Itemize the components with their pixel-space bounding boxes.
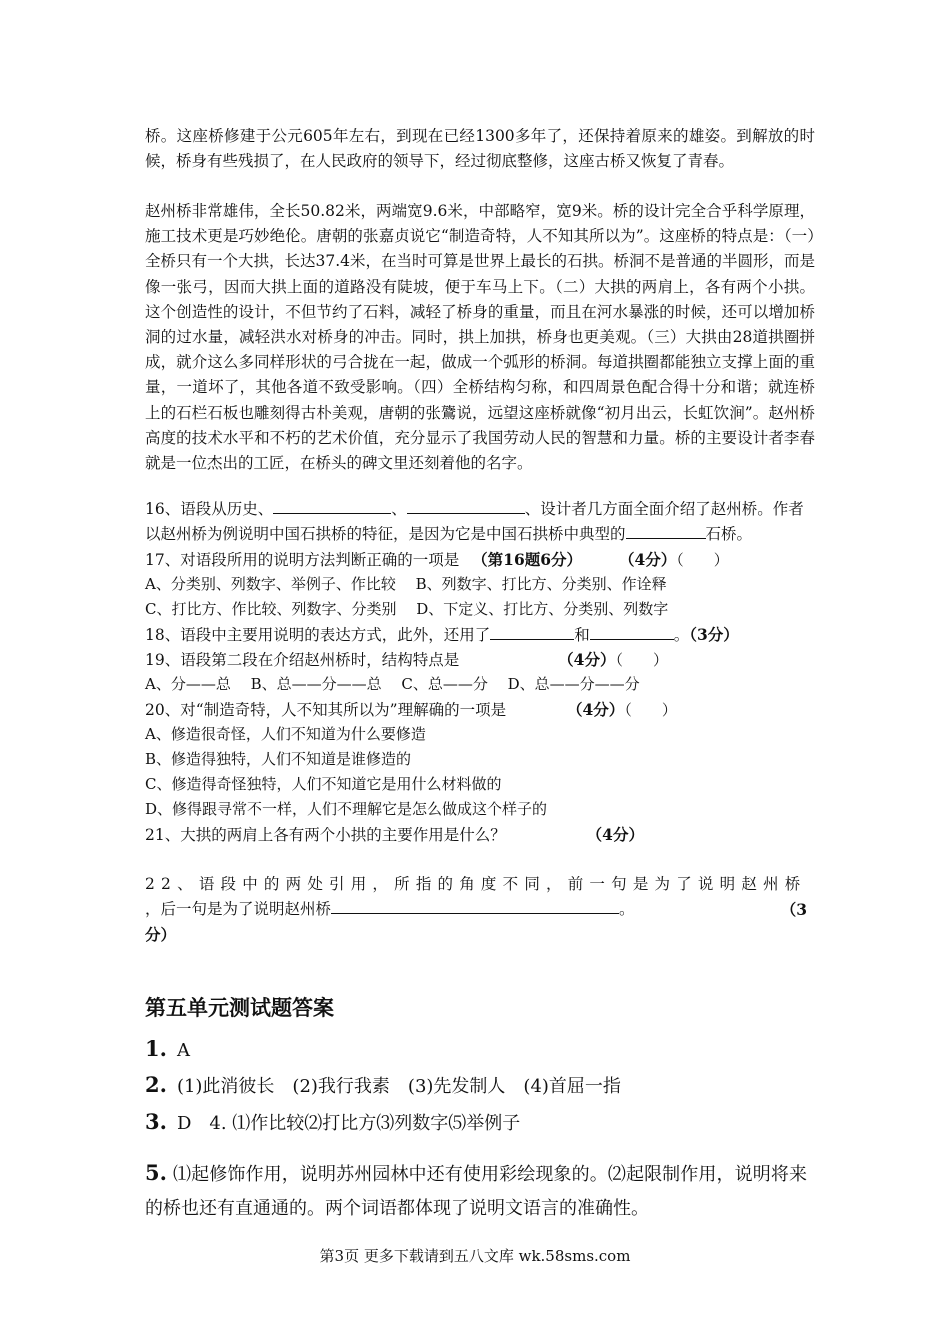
answer-5: 5. ⑴起修饰作用，说明苏州园林中还有使用彩绘现象的。⑵起限制作用，说明将来的桥也还有直通通的。两个词语都体现了说明文语言的准确性。 (145, 1160, 807, 1219)
question-20-option-a: A、修造很奇怪，人们不知道为什么要修造 (145, 725, 426, 743)
question-17-options-cd: C、打比方、作比较、列数字、分类别 D、下定义、打比方、分类别、列数字 (145, 600, 669, 618)
question-16: 16、语段从历史、 、 、设计者几方面全面介绍了赵州桥。作者 (145, 500, 804, 518)
question-17-options-ab: A、分类别、列数字、举例子、作比较 B、列数字、打比方、分类别、作诠释 (145, 575, 667, 593)
passage-paragraph-1: 桥。这座桥修建于公元605年左右，到现在已经1300多年了，还保持着原来的雄姿。到解放的时候，桥身有些残损了，在人民政府的领导下，经过彻底整修，这座古桥又恢复了青春。 (145, 127, 815, 171)
answer-blank[interactable] (331, 898, 619, 914)
answer-blank[interactable] (590, 624, 674, 640)
question-19: 19、语段第二段在介绍赵州桥时，结构特点是 （4分）（ ） (145, 650, 668, 669)
question-20: 20、对“制造奇特，人不知其所以为”理解确的一项是 （4分）（ ） (145, 700, 677, 719)
answer-1: 1. A (145, 1036, 190, 1061)
question-17: 17、对语段所用的说明方法判断正确的一项是 （第16题6分） （4分）（ ） (145, 550, 729, 569)
answer-blank[interactable] (273, 498, 391, 514)
question-18: 18、语段中主要用说明的表达方式，此外，还用了 和 。（3分） (145, 625, 739, 644)
question-22: 22、语段中的两处引用，所指的角度不同，前一句是为了说明赵州桥 ，后一句是为了说明赵州桥 。 （3 分） (145, 875, 807, 944)
passage-paragraph-2: 赵州桥非常雄伟，全长50.82米，两端宽9.6米，中部略窄，宽9米。桥的设计完全合乎科学原理，施工技术更是巧妙绝伦。唐朝的张嘉贞说它“制造奇特，人不知其所以为”。这座桥的特点是：（一）全桥只有一个大拱，长达37.4米，在当时可算是世界上最长的石拱。桥洞不是普通的半圆形，而是像一张弓，因而大拱上面的道路没有陡坡，便于车马上下。（二）大拱的两肩上，各有两个小拱。这个创造性的设计，不但节约了石料，减轻了桥身的重量，而且在河水暴涨的时候，还可以增加桥洞的过水量，减轻洪水对桥身的冲击。同时，拱上加拱，桥身也更美观。（三）大拱由28道拱圈拼成，就介这么多同样形状的弓合拢在一起，做成一个弧形的桥洞。每道拱圈都能独立支撑上面的重量，一道坏了，其他各道不致受影响。（四）全桥结构匀称，和四周景色配合得十分和谐；就连桥上的石栏石板也雕刻得古朴美观，唐朝的张鷟说，远望这座桥就像“初月出云，长虹饮涧”。赵州桥高度的技术水平和不朽的艺术价值，充分显示了我国劳动人民的智慧和力量。桥的主要设计者李春就是一位杰出的工匠，在桥头的碑文里还刻着他的名字。 (145, 202, 816, 473)
question-20-option-c: C、修造得奇怪独特，人们不知道它是用什么材料做的 (145, 775, 502, 793)
question-21: 21、大拱的两肩上各有两个小拱的主要作用是什么？ （4分） (145, 825, 644, 844)
page-footer: 第3页 更多下载请到五八文库 wk.58sms.com (319, 1247, 631, 1265)
answer-blank[interactable] (490, 624, 574, 640)
question-20-option-b: B、修造得独特，人们不知道是谁修造的 (145, 750, 412, 768)
answer-blank[interactable] (407, 498, 525, 514)
answer-blank[interactable] (626, 523, 706, 539)
question-20-option-d: D、修得跟寻常不一样，人们不理解它是怎么做成这个样子的 (145, 800, 548, 818)
question-16-cont: 以赵州桥为例说明中国石拱桥的特征，是因为它是中国石拱桥中典型的 石桥。 (145, 525, 753, 543)
answers-title: 第五单元测试题答案 (145, 996, 334, 1020)
question-19-options: A、分——总 B、总——分——总 C、总——分 D、总——分——分 (145, 675, 640, 693)
answer-3-4: 3. D 4. ⑴作比较⑵打比方⑶列数字⑸举例子 (145, 1109, 521, 1134)
answer-2: 2. (1)此消彼长 (2)我行我素 (3)先发制人 (4)首屈一指 (145, 1072, 621, 1097)
